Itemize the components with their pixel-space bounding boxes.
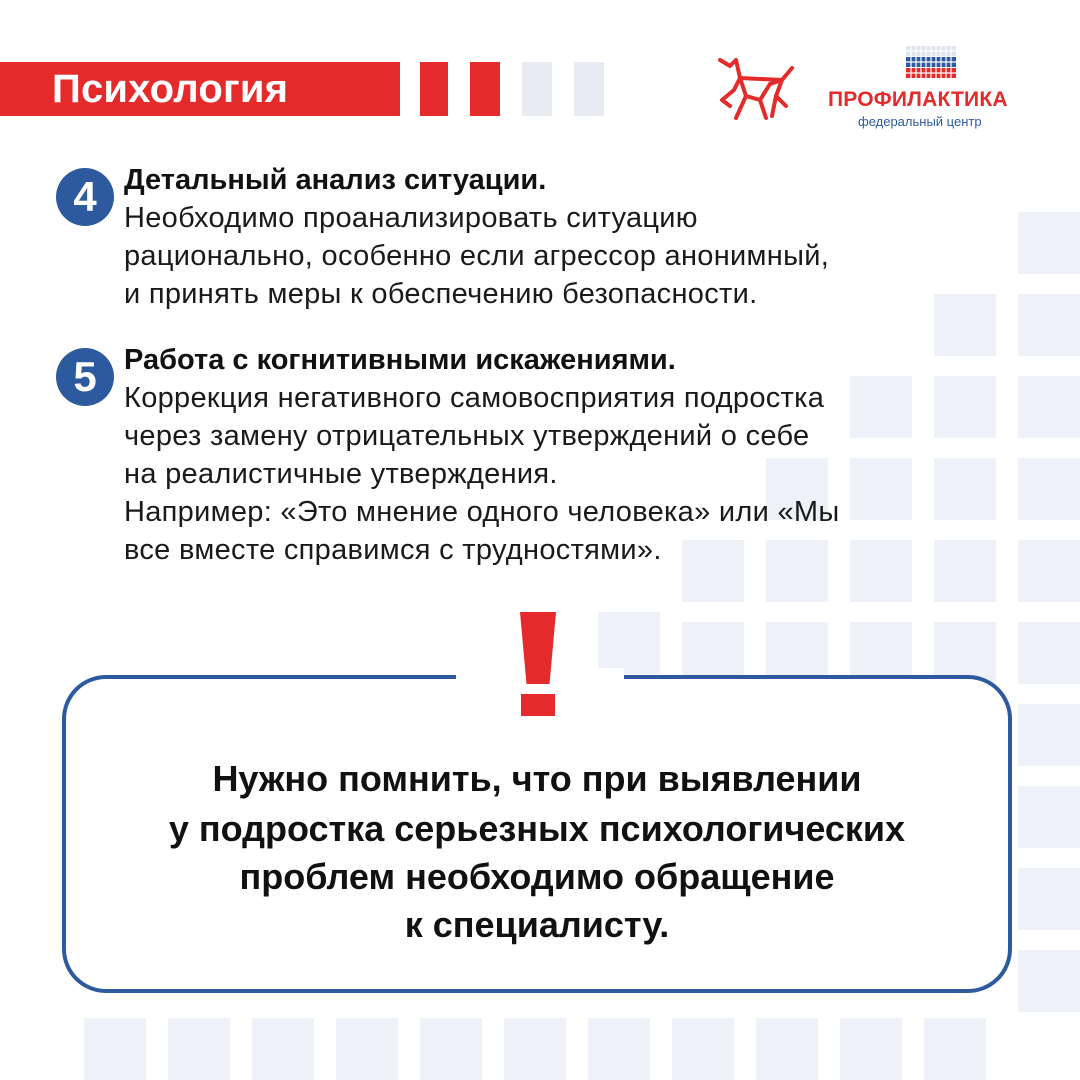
item-text-line: рационально, особенно если агрессор анонимный, — [124, 240, 830, 272]
logo-name: ПРОФИЛАКТИКА — [828, 88, 1008, 111]
banner-block-red-1 — [420, 62, 448, 116]
item-text-line: все вместе справимся с трудностями». — [124, 534, 662, 566]
item-title: Детальный анализ ситуации. — [124, 164, 547, 196]
item-text-line: и принять меры к обеспечению безопасности. — [124, 278, 758, 310]
item-text-line: Например: «Это мнение одного человека» или «Мы — [124, 496, 840, 528]
logo-subtitle: федеральный центр — [858, 114, 982, 129]
item-text-line: Коррекция негативного самовосприятия подростка — [124, 382, 825, 414]
callout-text-line: Нужно помнить, что при выявлении — [212, 758, 862, 799]
banner-block-light-2 — [574, 62, 604, 116]
item-text-line: через замену отрицательных утверждений о себе — [124, 420, 810, 452]
red-horse-icon — [716, 56, 796, 122]
section-title: Психология — [52, 67, 289, 111]
callout-text-line: у подростка серьезных психологических — [168, 808, 906, 849]
item-text-line: Необходимо проанализировать ситуацию — [124, 202, 698, 234]
item-number-badge: 5 — [56, 348, 114, 406]
tricolor-grid-icon — [906, 46, 956, 78]
item-text-line: на реалистичные утверждения. — [124, 458, 558, 490]
item-number-badge: 4 — [56, 168, 114, 226]
banner-block-light-1 — [522, 62, 552, 116]
callout-text-line: проблем необходимо обращение — [239, 856, 835, 897]
callout-text-line: к специалисту. — [404, 904, 670, 945]
item-title: Работа с когнитивными искажениями. — [124, 344, 676, 376]
exclamation-dot-icon — [521, 694, 555, 716]
banner-block-red-2 — [470, 62, 500, 116]
